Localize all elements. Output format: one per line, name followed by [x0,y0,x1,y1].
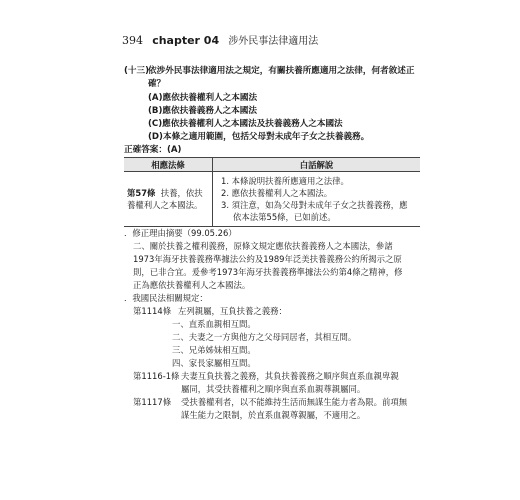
reason-line-3: 則，已非合宜。爰參考1973年海牙扶養義務準據法公約第4條之精神，修 [133,267,403,277]
explanation-item-3-cont: 依本法第55條，已如前述。 [233,212,336,222]
table-row [124,172,420,227]
article-text-1: 扶養，依扶 [160,188,203,198]
table-header-explanation: 白話解說 [213,158,421,172]
article-cell [124,172,213,227]
explanation-item-3: 3. 須注意，如為父母對未成年子女之扶養義務，應 [221,200,408,210]
article-1117-label: 第1117條 [133,397,172,407]
option-c: (C)應依扶養權利人之本國法及扶養義務人之本國法 [148,119,343,129]
question-text-line2: 確？ [148,79,166,89]
article-1114-item-3: 三、兄弟姊妹相互間。 [172,345,256,355]
article-1117-line-1: 受扶養權利者，以不能維持生活而無謀生能力者為限。前項無 [181,397,408,407]
explanation-item-2: 2. 應依扶養權利人之本國法。 [221,188,333,198]
article-1117-line-2: 謀生能力之限制，於直系血親尊親屬，不適用之。 [181,410,366,420]
question-number: (十三) [124,66,150,76]
option-d: (D)本條之適用範圍，包括父母對未成年子女之扶養義務。 [148,132,370,142]
article-1114-item-2: 二、夫妻之一方與他方之父母同居者，其相互間。 [172,332,357,342]
civil-code-title: ．我國民法相關規定： [124,293,208,303]
article-1116-1-label: 第1116-1條 [133,371,180,381]
article-1114-item-1: 一、直系血親相互間。 [172,319,256,329]
option-a: (A)應依扶養權利人之本國法 [148,93,258,103]
article-1116-1-line-2: 屬同，其受扶養權利之順序與直系血親尊親屬同。 [181,384,366,394]
chapter-label: chapter 04 [152,34,220,47]
reason-line-4: 正為應依扶養權利人之本國法。 [133,280,251,290]
table-header-row [124,158,420,172]
chapter-title: 涉外民事法律適用法 [228,36,319,47]
page-header [122,32,318,47]
explanation-item-1: 1. 本條說明扶養所應適用之法律。 [221,176,349,186]
law-table [124,157,420,227]
article-1114-label: 第1114條 [133,306,172,316]
article-1114-lead: 左列親屬，互負扶養之義務： [178,306,287,316]
question-text-line1: 依涉外民事法律適用法之規定，有關扶養所應適用之法律，何者敘述正 [148,66,415,76]
table-header-article: 相應法條 [124,158,213,172]
article-line1 [127,187,209,199]
article-text-2: 養權利人之本國法。 [127,200,203,210]
article-1116-1-line-1: 夫妻互負扶養之義務，其負扶養義務之順序與直系血親卑親 [181,371,399,381]
explanation-cell [213,172,421,227]
option-b: (B)應依扶養義務人之本國法 [148,106,257,116]
correct-answer: 正確答案：(A) [124,145,182,155]
reason-line-2: 1973年海牙扶養義務準據法公約及1989年泛美扶養義務公約所揭示之原 [133,254,402,264]
article-label: 第57條 [127,188,156,198]
reason-line-1: 二、關於扶養之權利義務，原條文規定應依扶養義務人之本國法，參諸 [133,241,393,251]
article-1114-item-4: 四、家長家屬相互間。 [172,358,256,368]
reason-title: ．修正理由摘要（99.05.26） [124,228,237,238]
page-number: 394 [122,34,143,47]
